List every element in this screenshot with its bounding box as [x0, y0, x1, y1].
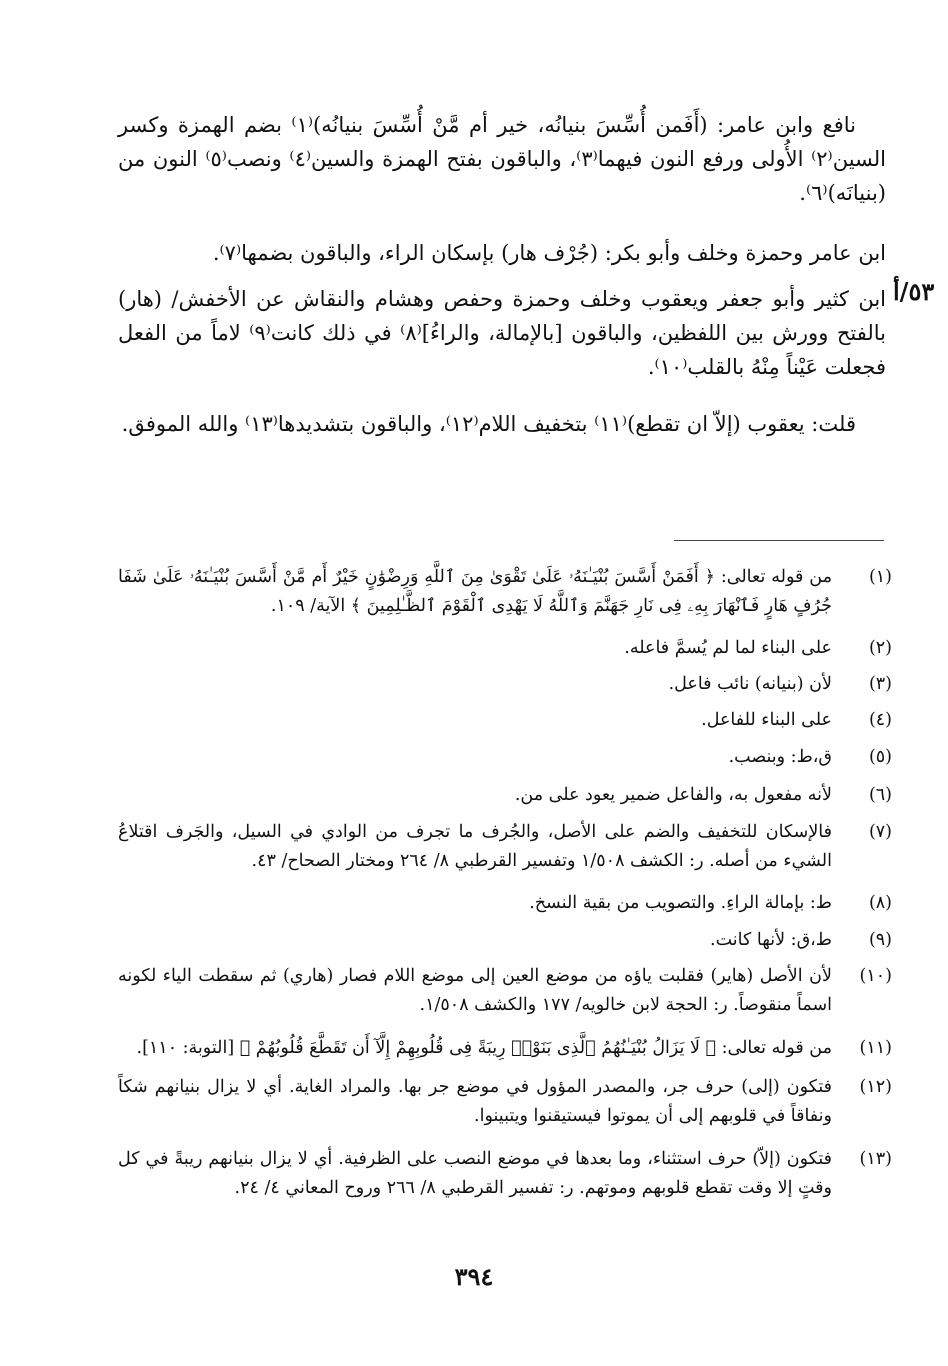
footnote-text: فتكون (إلاّ) حرف استثناء، وما بعدها في موضع النصب على الظرفية. أي لا يزال بنيانهم ريبةً في كل وقتٍ إلا وقت تقطع قلوبهم وموتهم. ر: تفسير القرطبي ٨/ ٢٦٦ وروح المعاني ٤/ ٢٤.: [118, 1149, 832, 1198]
footnote-separator: [674, 540, 884, 541]
main-text: [118, 108, 886, 210]
footnote: [118, 634, 892, 663]
footnote-text: من قوله تعالى: ﴿ لَا يَزَالُ بُنْيَـٰنُهُمُ ٱلَّذِى بَنَوْا۟ رِيبَةً فِى قُلُوبِهِمْ إِلَّآ أَن تَقَطَّعَ قُلُوبُهُمْ ﴾ [التوبة: ١١٠].: [136, 1038, 832, 1058]
margin-folio-mark: ٥٣/أ: [893, 277, 935, 306]
footnote-number: (٢): [868, 638, 892, 658]
footnote: [118, 706, 892, 735]
footnote-text: لأن (بنيانه) نائب فاعل.: [668, 674, 832, 694]
footnote-number: (٦): [868, 785, 892, 805]
footnote: [118, 563, 892, 621]
footnote-number: (٩): [868, 930, 892, 950]
footnote-text: على البناء لما لم يُسمَّ فاعله.: [624, 638, 832, 658]
footnote-text: ط،ق: لأنها كانت.: [710, 930, 832, 950]
footnote: [118, 1073, 892, 1131]
footnote: [118, 670, 892, 699]
footnote: [118, 818, 892, 876]
paragraph-2: ابن عامر وحمزة وخلف وأبو بكر: (جُرْف هار) بإسكان الراء، والباقون بضمها⁽٧⁾.: [212, 241, 886, 265]
footnote-text: لأن الأصل (هاير) فقلبت ياؤه من موضع العين إلى موضع اللام فصار (هاري) ثم سقطت الياء لكونه اسماً منقوصاً. ر: الحجة لابن خالويه/ ١٧٧ والكشف ١/٥٠٨.: [118, 966, 832, 1015]
footnote-number: (٧): [868, 822, 892, 842]
footnote-number: (٤): [868, 710, 892, 730]
footnote: [118, 926, 892, 955]
footnote-number: (١٢): [859, 1077, 892, 1097]
footnote: [118, 743, 892, 772]
main-text-4: [118, 407, 886, 441]
footnote-text: فالإسكان للتخفيف والضم على الأصل، والجُرف ما تجرف من الوادي في السيل، والجَرف اقتلاعُ الشيء من أصله. ر: الكشف ١/٥٠٨ وتفسير القرطبي ٨/ ٢٦٤ ومختار الصحاح/ ٤٣.: [118, 822, 832, 871]
footnote-number: (١٣): [859, 1149, 892, 1169]
footnote-number: (١٠): [859, 966, 892, 986]
page-number: ٣٩٤: [454, 1262, 494, 1291]
footnote-number: (١١): [859, 1038, 892, 1058]
paragraph-3: ابن كثير وأبو جعفر ويعقوب وخلف وحمزة وحفص وهشام والنقاش عن الأخفش/ (هار) بالفتح وورش بين اللفظين، والباقون [بالإمالة، والراءُ]⁽٨⁾ في ذلك كانت⁽٩⁾ لاماً من الفعل فجعلت عَيْناً مِنْهُ بالقلب⁽١٠⁾.: [118, 287, 886, 379]
footnote-number: (٣): [868, 674, 892, 694]
footnote-text: لأنه مفعول به، والفاعل ضمير يعود على من.: [514, 785, 832, 805]
footnote-number: (١): [868, 567, 892, 587]
footnote: [118, 781, 892, 810]
footnote-text: من قوله تعالى: ﴿ أَفَمَنْ أَسَّسَ بُنْيَـٰنَهُۥ عَلَىٰ تَقْوَىٰ مِنَ ٱللَّهِ وَرِضْوَٰنٍ خَيْرٌ أَم مَّنْ أَسَّسَ بُنْيَـٰنَهُۥ عَلَىٰ شَفَا جُرُفٍ هَارٍ فَٱنْهَارَ بِهِۦ فِى نَارِ جَهَنَّمَ وَٱللَّهُ لَا يَهْدِى ٱلْقَوْمَ ٱلظَّـٰلِمِينَ ﴾ الآية/ ١٠٩.: [118, 567, 832, 616]
main-text-3: [118, 282, 886, 384]
footnote: [118, 1145, 892, 1203]
footnote: [118, 962, 892, 1020]
paragraph-4: قلت: يعقوب (إلاّ ان تقطع)⁽١١⁾ بتخفيف اللام⁽١٢⁾، والباقون بتشديدها⁽١٣⁾ والله الموفق.: [121, 412, 856, 436]
footnote-text: ط: بإمالة الراءِ. والتصويب من بقية النسخ.: [529, 893, 832, 913]
footnote: [118, 889, 892, 918]
footnote-text: ق،ط: وبنصب.: [728, 747, 832, 767]
footnote-number: (٨): [868, 893, 892, 913]
footnote-number: (٥): [868, 747, 892, 767]
paragraph-1: نافع وابن عامر: (أَفَمن أُسِّسَ بنيانُه، خير أم مَّنْ أُسِّسَ بنيانُه)⁽١⁾ بضم الهمزة وكسر السين⁽٢⁾ الأُولى ورفع النون فيهما⁽٣⁾، والباقون بفتح الهمزة والسين⁽٤⁾ ونصب⁽٥⁾ النون من (بنيانَه)⁽٦⁾.: [118, 113, 886, 205]
footnote-text: على البناء للفاعل.: [701, 710, 832, 730]
main-text-2: [118, 236, 886, 270]
footnote-text: فتكون (إلى) حرف جر، والمصدر المؤول في موضع جر بها. والمراد الغاية. أي لا يزال بنيانهم شكاً ونفاقاً في قلوبهم إلى أن يموتوا فيستيقنوا ويتبينوا.: [118, 1077, 832, 1126]
footnote: [118, 1034, 892, 1063]
